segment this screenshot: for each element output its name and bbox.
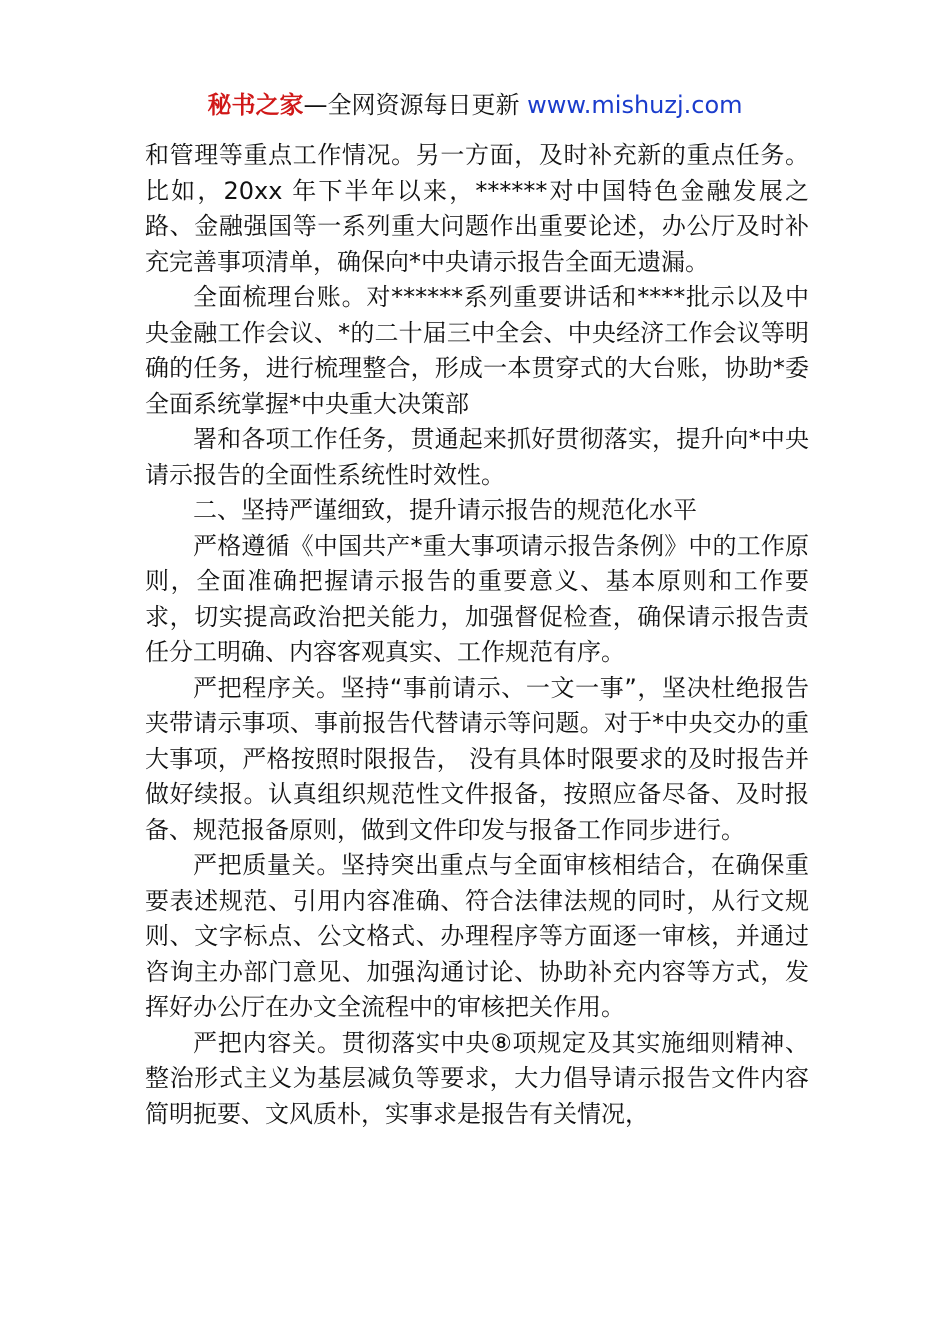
site-url-link[interactable]: www.mishuzj.com: [527, 91, 743, 119]
header-tagline: —全网资源每日更新: [303, 91, 528, 119]
paragraph: 全面梳理台账。对******系列重要讲话和****批示以及中央金融工作会议、*的二十届三中全会、中央经济工作会议等明确的任务，进行梳理整合，形成一本贯穿式的大台账，协助*委全面系统掌握*中央重大决策部: [145, 283, 809, 418]
paragraph: 严把质量关。坚持突出重点与全面审核相结合，在确保重要表述规范、引用内容准确、符合法律法规的同时，从行文规则、文字标点、公文格式、办理程序等方面逐一审核，并通过咨询主办部门意见、加强沟通讨论、协助补充内容等方式，发挥好办公厅在办文全流程中的审核把关作用。: [145, 851, 809, 1021]
paragraph: 和管理等重点工作情况。另一方面，及时补充新的重点任务。比如，20xx 年下半年以来，******对中国特色金融发展之路、金融强国等一系列重大问题作出重要论述，办公厅及时补充完善事项清单，确保向*中央请示报告全面无遗漏。: [145, 141, 809, 276]
page-header: [0, 88, 950, 122]
paragraph: 严把程序关。坚持“事前请示、一文一事”，坚决杜绝报告夹带请示事项、事前报告代替请示等问题。对于*中央交办的重大事项，严格按照时限报告， 没有具体时限要求的及时报告并做好续报。认真组织规范性文件报备，按照应备尽备、及时报备、规范报备原则，做到文件印发与报备工作同步进行。: [145, 673, 809, 844]
paragraph: 严把内容关。贯彻落实中央⑧项规定及其实施细则精神、整治形式主义为基层减负等要求，大力倡导请示报告文件内容简明扼要、文风质朴，实事求是报告有关情况，: [145, 1028, 809, 1128]
document-body: [145, 138, 809, 1132]
brand-name: 秘书之家: [207, 91, 304, 119]
section-heading: 二、坚持严谨细致，提升请示报告的规范化水平: [193, 496, 697, 524]
paragraph: 严格遵循《中国共产*重大事项请示报告条例》中的工作原则，全面准确把握请示报告的重要意义、基本原则和工作要求，切实提高政治把关能力，加强督促检查，确保请示报告责任分工明确、内容客观真实、工作规范有序。: [145, 531, 809, 666]
paragraph: 署和各项工作任务，贯通起来抓好贯彻落实，提升向*中央请示报告的全面性系统性时效性。: [145, 425, 809, 489]
